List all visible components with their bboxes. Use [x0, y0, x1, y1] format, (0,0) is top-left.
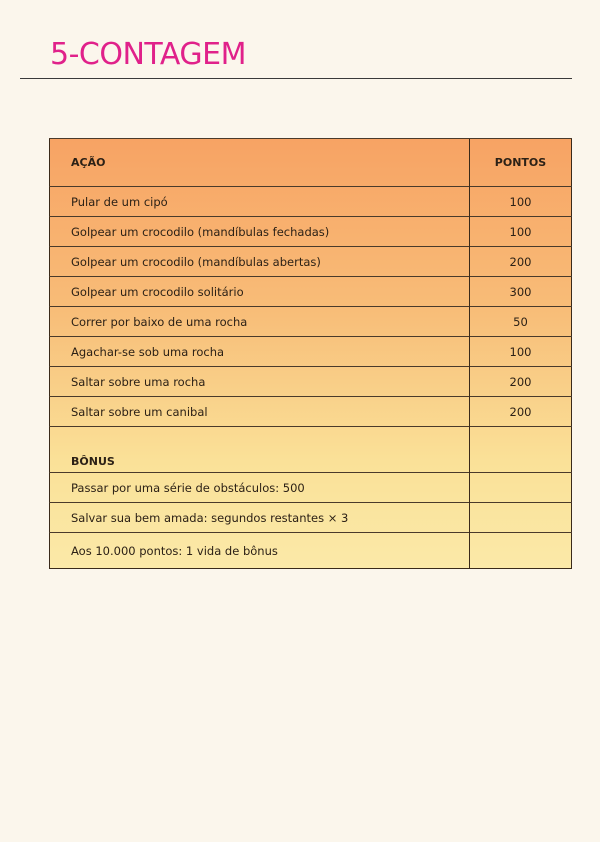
scoring-table: [49, 138, 572, 569]
empty-points-cell: [470, 427, 572, 473]
bonus-cell: Aos 10.000 pontos: 1 vida de bônus: [50, 533, 470, 569]
table-row: [50, 307, 572, 337]
empty-points-cell: [470, 473, 572, 503]
action-cell: Pular de um cipó: [50, 187, 470, 217]
bonus-row: [50, 503, 572, 533]
action-cell: Golpear um crocodilo (mandíbulas fechadas): [50, 217, 470, 247]
action-column-header: AÇÃO: [50, 139, 470, 187]
table-row: [50, 187, 572, 217]
title-divider: [20, 78, 572, 79]
bonus-cell: Salvar sua bem amada: segundos restantes × 3: [50, 503, 470, 533]
points-cell: 100: [470, 217, 572, 247]
table-row: [50, 397, 572, 427]
bonus-row: [50, 533, 572, 569]
points-cell: 100: [470, 187, 572, 217]
table-row: [50, 217, 572, 247]
points-cell: 300: [470, 277, 572, 307]
action-cell: Saltar sobre uma rocha: [50, 367, 470, 397]
table-row: [50, 277, 572, 307]
points-cell: 100: [470, 337, 572, 367]
bonus-heading: BÔNUS: [50, 427, 470, 473]
points-cell: 50: [470, 307, 572, 337]
points-column-header: PONTOS: [470, 139, 572, 187]
points-cell: 200: [470, 367, 572, 397]
table-row: [50, 247, 572, 277]
table-row: [50, 367, 572, 397]
table-header-row: [50, 139, 572, 187]
action-cell: Golpear um crocodilo solitário: [50, 277, 470, 307]
points-cell: 200: [470, 397, 572, 427]
action-cell: Golpear um crocodilo (mandíbulas abertas): [50, 247, 470, 277]
table-row: [50, 337, 572, 367]
bonus-row: [50, 473, 572, 503]
empty-points-cell: [470, 503, 572, 533]
action-cell: Agachar-se sob uma rocha: [50, 337, 470, 367]
action-cell: Correr por baixo de uma rocha: [50, 307, 470, 337]
page-title: 5-CONTAGEM: [50, 37, 246, 72]
points-cell: 200: [470, 247, 572, 277]
action-cell: Saltar sobre um canibal: [50, 397, 470, 427]
empty-points-cell: [470, 533, 572, 569]
bonus-cell: Passar por uma série de obstáculos: 500: [50, 473, 470, 503]
bonus-header-row: [50, 427, 572, 473]
